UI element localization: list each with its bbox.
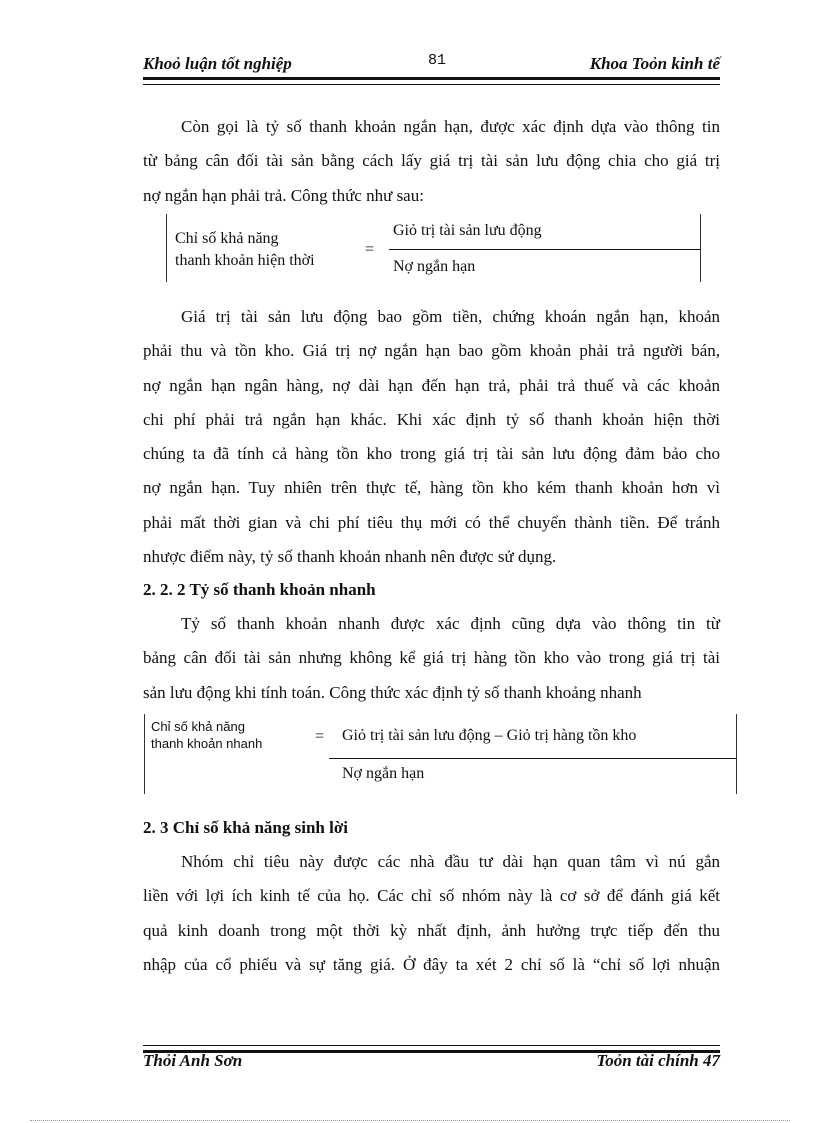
formula-label: Chỉ số khả năng thanh khoản hiện thời [175, 230, 315, 269]
text-line: sản lưu động khi tính toán. Công thức xác định tỷ số thanh khoảng nhanh [143, 682, 642, 702]
header-faculty: Khoa Toỏn kinh tế [589, 54, 720, 73]
text-line: Tỷ số thanh khoản nhanh được xác định cũng dựa vào thông tin từ [181, 614, 720, 633]
section-heading-quick-ratio: 2. 2. 2 Tỷ số thanh khoản nhanh [143, 580, 376, 599]
text-line: phải thu và tồn kho. Giá trị nợ ngắn hạn bao gồm khoản phải trả người bán, [143, 341, 720, 361]
paragraph-current-assets [143, 300, 720, 574]
text-line: Còn gọi là tỷ số thanh khoản ngắn hạn, được xác định dựa vào thông tin [181, 117, 720, 136]
text-line: nợ ngắn hạn ngân hàng, nợ dài hạn đến hạn trả, phải trả thuế và các khoản [143, 375, 720, 395]
text-line: chi phí phải trả ngắn hạn khác. Khi xác định tỷ số thanh khoản hiện thời [143, 409, 720, 429]
text-line: bảng cân đối tài sản nhưng không kể giá trị hàng tồn kho vào trong giá trị tài [143, 648, 720, 668]
page-number: 81 [428, 52, 447, 69]
fraction-bar [389, 249, 700, 250]
formula-numerator: Giỏ trị tài sản lưu động – Giỏ trị hàng tồn kho [342, 727, 637, 744]
formula-quick-ratio [144, 714, 737, 794]
text-line: Giá trị tài sản lưu động bao gồm tiền, chứng khoán ngắn hạn, khoản [181, 307, 720, 326]
text-line: liền với lợi ích kinh tế của họ. Các chỉ số nhóm này là cơ sở để đánh giá kết [143, 886, 720, 906]
formula-current-ratio [166, 214, 701, 282]
footer-subject: Toỏn tài chính 47 [596, 1051, 720, 1070]
formula-label: Chỉ số khả năng thanh khoản nhanh [151, 719, 263, 751]
text-line: nợ ngắn hạn. Tuy nhiên trên thực tế, hàng tồn kho kém thanh khoản hơn vì [143, 478, 720, 498]
page-edge-dotted-line [30, 1120, 790, 1121]
section-heading-profitability: 2. 3 Chỉ số khả năng sinh lời [143, 818, 348, 837]
text-line: nhược điểm này, tỷ số thanh khoản nhanh nên được sử dụng. [143, 547, 557, 567]
text-line: từ bảng cân đối tài sản bằng cách lấy giá trị tài sản lưu động chia cho giá trị [143, 151, 720, 171]
paragraph-intro [143, 110, 720, 213]
paragraph-quick-ratio [143, 607, 720, 710]
formula-denominator: Nợ ngắn hạn [342, 765, 425, 782]
text-line: chúng ta đã tính cả hàng tồn kho trong giá trị tài sản lưu động đảm bảo cho [143, 444, 720, 464]
paragraph-profitability [143, 845, 720, 982]
equals-sign: = [365, 241, 375, 258]
header-thesis-title: Khoỏ luận tốt nghiệp [143, 54, 292, 73]
page-header [143, 50, 720, 74]
fraction-bar [329, 758, 736, 759]
text-line: Nhóm chỉ tiêu này được các nhà đầu tư dài hạn quan tâm vì nú gắn [181, 852, 720, 871]
page-footer [143, 1051, 720, 1075]
formula-denominator: Nợ ngắn hạn [393, 258, 476, 275]
text-line: quả kinh doanh trong một thời kỳ nhất định, ảnh hưởng trực tiếp đến thu [143, 920, 720, 940]
equals-sign: = [315, 728, 325, 745]
text-line: nợ ngắn hạn phải trả. Công thức như sau: [143, 185, 424, 205]
text-line: phải mất thời gian và chi phí tiêu thụ mới có thể chuyển thành tiền. Để tránh [143, 512, 720, 532]
header-rule [143, 77, 720, 85]
text-line: nhập của cổ phiếu và sự tăng giá. Ở đây ta xét 2 chỉ số là “chỉ số lợi nhuận [143, 954, 720, 974]
footer-author: Thỏi Anh Sơn [143, 1051, 243, 1070]
formula-numerator: Giỏ trị tài sản lưu động [393, 222, 542, 239]
